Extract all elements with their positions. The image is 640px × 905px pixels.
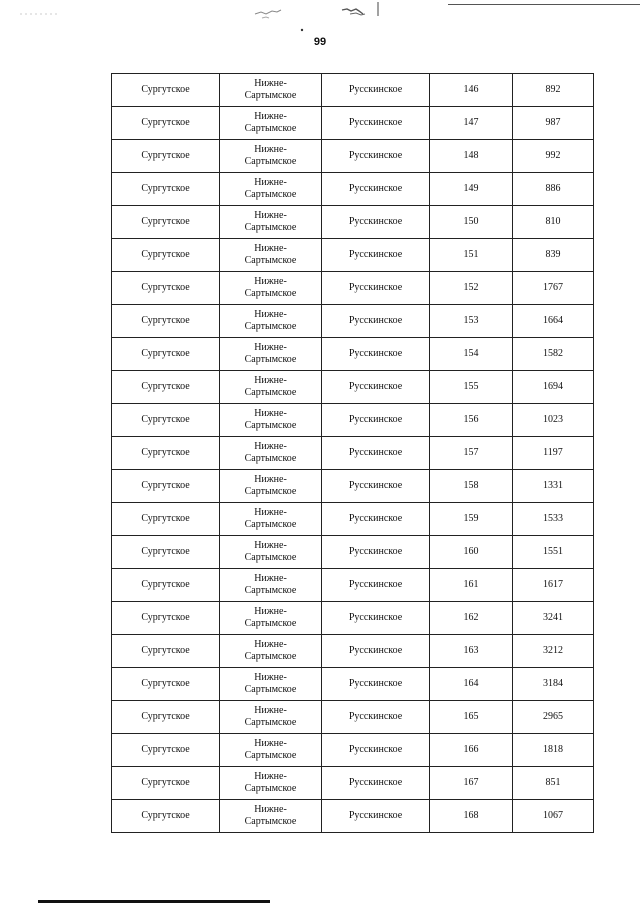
license-area-line-1: Нижне- xyxy=(254,639,287,650)
area-cell: Русскинское xyxy=(322,338,430,371)
license-area-line-1: Нижне- xyxy=(254,573,287,584)
table-row xyxy=(112,206,594,239)
license-area-cell xyxy=(220,437,322,470)
table-row xyxy=(112,239,594,272)
depth-cell: 1197 xyxy=(513,437,594,470)
license-area-line-1: Нижне- xyxy=(254,78,287,89)
area-cell: Русскинское xyxy=(322,734,430,767)
license-area-line-2: Сартымское xyxy=(244,354,297,365)
license-area-line-2: Сартымское xyxy=(244,750,297,761)
area-cell: Русскинское xyxy=(322,437,430,470)
well-number-cell: 150 xyxy=(430,206,513,239)
area-cell: Русскинское xyxy=(322,371,430,404)
deposit-cell: Сургутское xyxy=(112,569,220,602)
well-table xyxy=(111,73,594,833)
depth-cell: 3241 xyxy=(513,602,594,635)
license-area-line-1: Нижне- xyxy=(254,540,287,551)
area-cell: Русскинское xyxy=(322,173,430,206)
well-number-cell: 151 xyxy=(430,239,513,272)
area-cell: Русскинское xyxy=(322,74,430,107)
license-area-cell xyxy=(220,668,322,701)
depth-cell: 1331 xyxy=(513,470,594,503)
license-area-cell xyxy=(220,701,322,734)
table-row xyxy=(112,569,594,602)
depth-cell: 1664 xyxy=(513,305,594,338)
deposit-cell: Сургутское xyxy=(112,371,220,404)
well-number-cell: 162 xyxy=(430,602,513,635)
well-number-cell: 166 xyxy=(430,734,513,767)
area-cell: Русскинское xyxy=(322,602,430,635)
table-row xyxy=(112,701,594,734)
depth-cell: 2965 xyxy=(513,701,594,734)
license-area-line-1: Нижне- xyxy=(254,804,287,815)
area-cell: Русскинское xyxy=(322,470,430,503)
table-row xyxy=(112,140,594,173)
area-cell: Русскинское xyxy=(322,503,430,536)
license-area-line-2: Сартымское xyxy=(244,519,297,530)
license-area-line-1: Нижне- xyxy=(254,144,287,155)
deposit-cell: Сургутское xyxy=(112,635,220,668)
license-area-line-2: Сартымское xyxy=(244,717,297,728)
license-area-cell xyxy=(220,74,322,107)
license-area-line-2: Сартымское xyxy=(244,618,297,629)
table-row xyxy=(112,503,594,536)
depth-cell: 1617 xyxy=(513,569,594,602)
deposit-cell: Сургутское xyxy=(112,734,220,767)
deposit-cell: Сургутское xyxy=(112,74,220,107)
license-area-line-1: Нижне- xyxy=(254,309,287,320)
depth-cell: 3184 xyxy=(513,668,594,701)
license-area-line-1: Нижне- xyxy=(254,243,287,254)
license-area-line-1: Нижне- xyxy=(254,111,287,122)
table-row xyxy=(112,173,594,206)
license-area-line-1: Нижне- xyxy=(254,210,287,221)
deposit-cell: Сургутское xyxy=(112,305,220,338)
deposit-cell: Сургутское xyxy=(112,404,220,437)
license-area-cell xyxy=(220,371,322,404)
license-area-line-2: Сартымское xyxy=(244,321,297,332)
license-area-line-2: Сартымское xyxy=(244,420,297,431)
table-row xyxy=(112,668,594,701)
well-number-cell: 161 xyxy=(430,569,513,602)
depth-cell: 1067 xyxy=(513,800,594,833)
license-area-line-1: Нижне- xyxy=(254,375,287,386)
area-cell: Русскинское xyxy=(322,206,430,239)
depth-cell: 851 xyxy=(513,767,594,800)
depth-cell: 992 xyxy=(513,140,594,173)
deposit-cell: Сургутское xyxy=(112,536,220,569)
table-row xyxy=(112,734,594,767)
license-area-line-1: Нижне- xyxy=(254,276,287,287)
depth-cell: 3212 xyxy=(513,635,594,668)
deposit-cell: Сургутское xyxy=(112,140,220,173)
license-area-line-2: Сартымское xyxy=(244,453,297,464)
license-area-line-2: Сартымское xyxy=(244,387,297,398)
scan-artifacts xyxy=(0,0,640,40)
license-area-cell xyxy=(220,239,322,272)
depth-cell: 1533 xyxy=(513,503,594,536)
area-cell: Русскинское xyxy=(322,701,430,734)
deposit-cell: Сургутское xyxy=(112,239,220,272)
license-area-cell xyxy=(220,404,322,437)
table-row xyxy=(112,470,594,503)
license-area-line-1: Нижне- xyxy=(254,738,287,749)
well-number-cell: 147 xyxy=(430,107,513,140)
license-area-line-2: Сартымское xyxy=(244,90,297,101)
depth-cell: 886 xyxy=(513,173,594,206)
deposit-cell: Сургутское xyxy=(112,437,220,470)
area-cell: Русскинское xyxy=(322,569,430,602)
area-cell: Русскинское xyxy=(322,272,430,305)
license-area-line-2: Сартымское xyxy=(244,552,297,563)
area-cell: Русскинское xyxy=(322,305,430,338)
license-area-cell xyxy=(220,272,322,305)
area-cell: Русскинское xyxy=(322,668,430,701)
license-area-line-2: Сартымское xyxy=(244,222,297,233)
table-row xyxy=(112,602,594,635)
license-area-cell xyxy=(220,107,322,140)
well-number-cell: 146 xyxy=(430,74,513,107)
license-area-line-2: Сартымское xyxy=(244,684,297,695)
well-number-cell: 158 xyxy=(430,470,513,503)
depth-cell: 1582 xyxy=(513,338,594,371)
license-area-cell xyxy=(220,503,322,536)
license-area-line-1: Нижне- xyxy=(254,408,287,419)
license-area-line-1: Нижне- xyxy=(254,474,287,485)
page-number: 99 xyxy=(313,36,327,48)
license-area-cell xyxy=(220,338,322,371)
license-area-line-1: Нижне- xyxy=(254,672,287,683)
license-area-line-1: Нижне- xyxy=(254,342,287,353)
license-area-cell xyxy=(220,536,322,569)
deposit-cell: Сургутское xyxy=(112,800,220,833)
deposit-cell: Сургутское xyxy=(112,470,220,503)
license-area-line-2: Сартымское xyxy=(244,486,297,497)
license-area-cell xyxy=(220,635,322,668)
deposit-cell: Сургутское xyxy=(112,767,220,800)
table-row xyxy=(112,767,594,800)
bottom-rule xyxy=(38,900,270,903)
license-area-line-1: Нижне- xyxy=(254,606,287,617)
table-row xyxy=(112,107,594,140)
table-row xyxy=(112,536,594,569)
depth-cell: 1767 xyxy=(513,272,594,305)
area-cell: Русскинское xyxy=(322,140,430,173)
area-cell: Русскинское xyxy=(322,536,430,569)
license-area-line-2: Сартымское xyxy=(244,816,297,827)
well-number-cell: 157 xyxy=(430,437,513,470)
well-number-cell: 164 xyxy=(430,668,513,701)
license-area-cell xyxy=(220,470,322,503)
table-row xyxy=(112,635,594,668)
deposit-cell: Сургутское xyxy=(112,602,220,635)
well-number-cell: 167 xyxy=(430,767,513,800)
license-area-line-1: Нижне- xyxy=(254,507,287,518)
license-area-line-2: Сартымское xyxy=(244,255,297,266)
license-area-line-2: Сартымское xyxy=(244,123,297,134)
table-row xyxy=(112,74,594,107)
table-row xyxy=(112,338,594,371)
area-cell: Русскинское xyxy=(322,767,430,800)
table-row xyxy=(112,404,594,437)
license-area-cell xyxy=(220,569,322,602)
license-area-line-2: Сартымское xyxy=(244,189,297,200)
depth-cell: 987 xyxy=(513,107,594,140)
license-area-line-1: Нижне- xyxy=(254,771,287,782)
table-row xyxy=(112,305,594,338)
license-area-line-2: Сартымское xyxy=(244,288,297,299)
license-area-cell xyxy=(220,206,322,239)
well-number-cell: 168 xyxy=(430,800,513,833)
table-body xyxy=(112,74,594,833)
table-row xyxy=(112,371,594,404)
license-area-line-2: Сартымское xyxy=(244,651,297,662)
well-number-cell: 153 xyxy=(430,305,513,338)
well-number-cell: 163 xyxy=(430,635,513,668)
scan-noise-graphic xyxy=(0,0,640,40)
depth-cell: 810 xyxy=(513,206,594,239)
deposit-cell: Сургутское xyxy=(112,338,220,371)
area-cell: Русскинское xyxy=(322,107,430,140)
depth-cell: 839 xyxy=(513,239,594,272)
depth-cell: 1551 xyxy=(513,536,594,569)
license-area-cell xyxy=(220,173,322,206)
license-area-line-2: Сартымское xyxy=(244,783,297,794)
area-cell: Русскинское xyxy=(322,404,430,437)
license-area-cell xyxy=(220,305,322,338)
license-area-line-1: Нижне- xyxy=(254,441,287,452)
depth-cell: 892 xyxy=(513,74,594,107)
license-area-line-2: Сартымское xyxy=(244,156,297,167)
well-number-cell: 148 xyxy=(430,140,513,173)
license-area-line-1: Нижне- xyxy=(254,177,287,188)
well-number-cell: 152 xyxy=(430,272,513,305)
well-number-cell: 154 xyxy=(430,338,513,371)
license-area-cell xyxy=(220,602,322,635)
license-area-cell xyxy=(220,767,322,800)
depth-cell: 1818 xyxy=(513,734,594,767)
deposit-cell: Сургутское xyxy=(112,503,220,536)
well-number-cell: 160 xyxy=(430,536,513,569)
license-area-line-2: Сартымское xyxy=(244,585,297,596)
deposit-cell: Сургутское xyxy=(112,668,220,701)
table-row xyxy=(112,272,594,305)
area-cell: Русскинское xyxy=(322,635,430,668)
deposit-cell: Сургутское xyxy=(112,701,220,734)
well-number-cell: 155 xyxy=(430,371,513,404)
deposit-cell: Сургутское xyxy=(112,272,220,305)
license-area-cell xyxy=(220,800,322,833)
well-number-cell: 156 xyxy=(430,404,513,437)
depth-cell: 1023 xyxy=(513,404,594,437)
deposit-cell: Сургутское xyxy=(112,206,220,239)
license-area-line-1: Нижне- xyxy=(254,705,287,716)
license-area-cell xyxy=(220,734,322,767)
deposit-cell: Сургутское xyxy=(112,173,220,206)
top-rule xyxy=(448,4,640,5)
area-cell: Русскинское xyxy=(322,800,430,833)
license-area-cell xyxy=(220,140,322,173)
depth-cell: 1694 xyxy=(513,371,594,404)
well-number-cell: 159 xyxy=(430,503,513,536)
deposit-cell: Сургутское xyxy=(112,107,220,140)
well-number-cell: 165 xyxy=(430,701,513,734)
table-row xyxy=(112,437,594,470)
table-row xyxy=(112,800,594,833)
area-cell: Русскинское xyxy=(322,239,430,272)
well-number-cell: 149 xyxy=(430,173,513,206)
